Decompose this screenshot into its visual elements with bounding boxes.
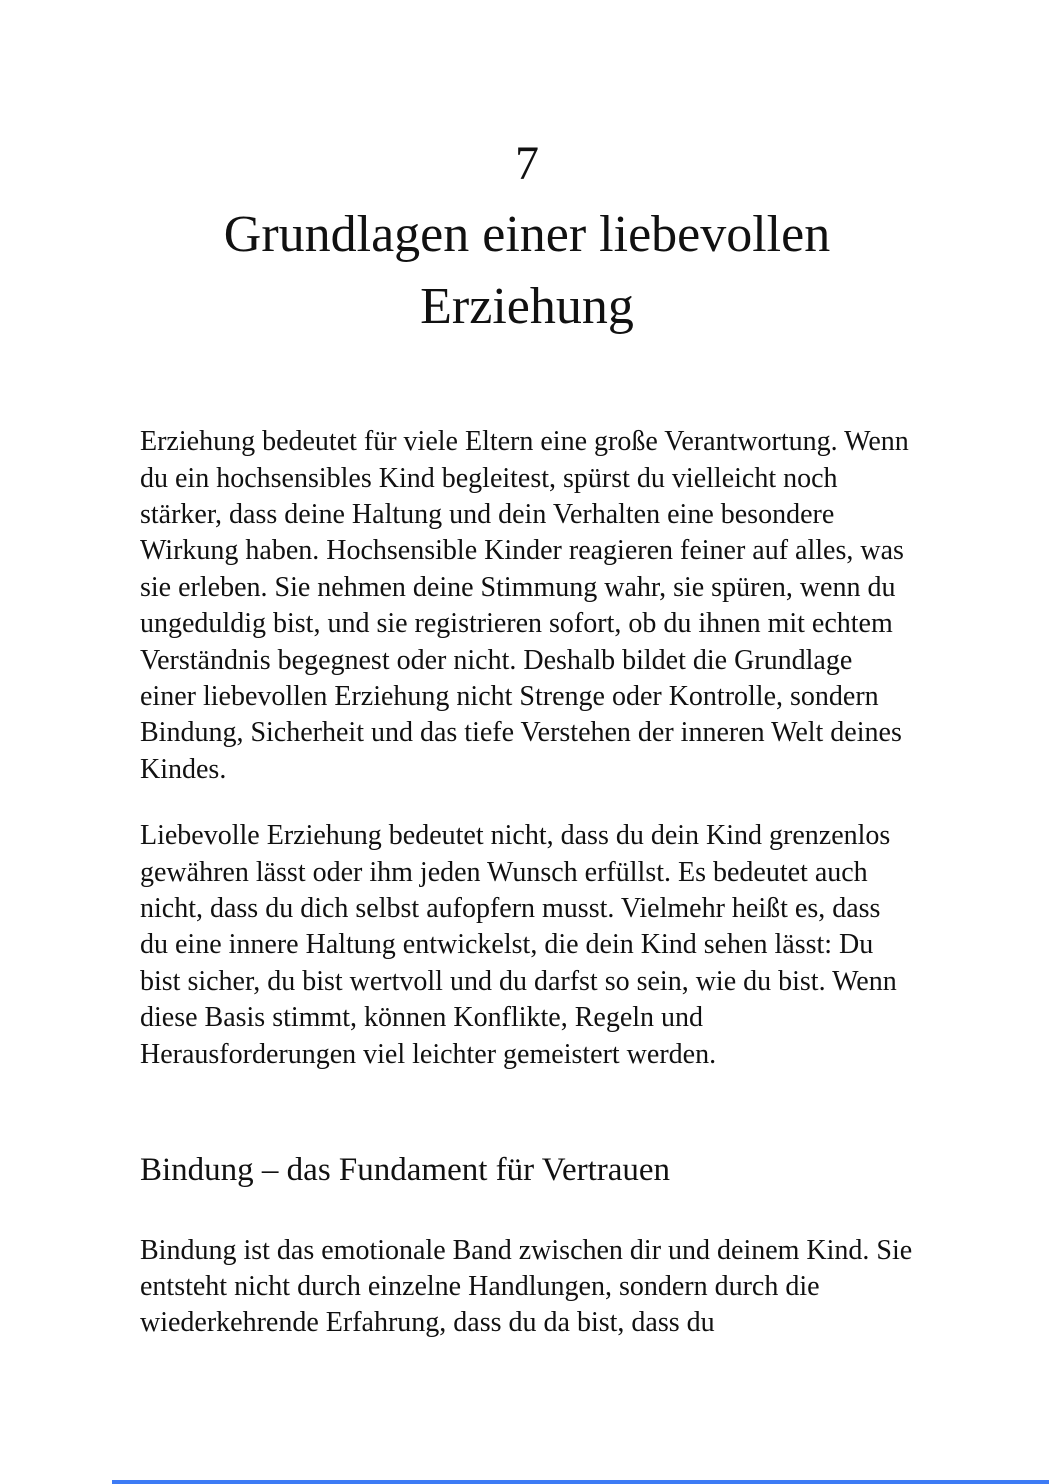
paragraph: Liebevolle Erziehung bedeutet nicht, dass du dein Kind grenzenlos gewähren lässt oder ihm jeden Wunsch erfüllst. Es bedeutet auch nicht, dass du dich selbst aufopfern musst. Vielmehr heißt es, dass du eine innere Haltung entwickelst, die dein Kind sehen lässt: Du bist sicher, du bist wertvoll und du darfst so sein, wie du bist. Wenn diese Basis stimmt, können Konflikte, Regeln und Herausforderungen viel leichter gemeistert werden. (140, 820, 897, 1070)
section-body (140, 1233, 914, 1342)
paragraph: Bindung ist das emotionale Band zwischen dir und deinem Kind. Sie entsteht nicht durch einzelne Handlungen, sondern durch die wiederkehrende Erfahrung, dass du da bist, dass du (140, 1234, 913, 1339)
section-heading: Bindung – das Fundament für Vertrauen (140, 1151, 671, 1188)
chapter-title: Grundlagen einer liebevollen Erziehung (223, 205, 831, 335)
chapter-body (140, 424, 914, 1073)
paragraph: Erziehung bedeutet für viele Eltern eine große Verantwortung. Wenn du ein hochsensibles Kind begleitest, spürst du vielleicht noch stärker, dass deine Haltung und dein Verhalten eine besondere Wirkung haben. Hochsensible Kinder reagieren feiner auf alles, was sie erleben. Sie nehmen deine Stimmung wahr, sie spüren, wenn du ungeduldig bist, und sie registrieren sofort, ob du ihnen mit echtem Verständnis begegnest oder nicht. Deshalb bildet die Grundlage einer liebevollen Erziehung nicht Strenge oder Kontrolle, sondern Bindung, Sicherheit und das tiefe Verstehen der inneren Welt deines Kindes. (140, 426, 909, 785)
chapter-number: 7 (515, 137, 539, 190)
bottom-border-line (112, 1480, 1049, 1484)
